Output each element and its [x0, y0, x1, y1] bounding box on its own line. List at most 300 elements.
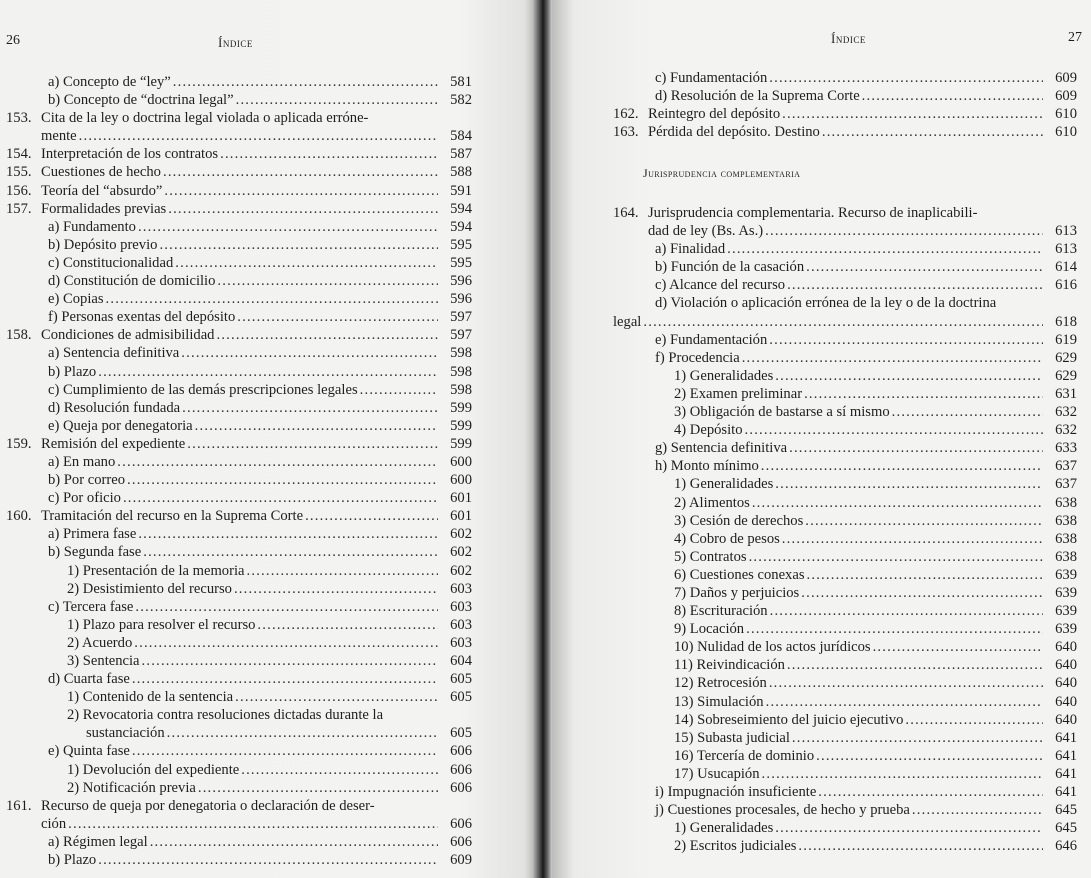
- entry-text: [655, 439, 1043, 457]
- dot-leader: [159, 236, 438, 254]
- dot-leader: [117, 453, 438, 471]
- entry-label: Tramitación del recurso en la Suprema Corte: [41, 508, 304, 525]
- toc-entry: [613, 421, 1077, 439]
- entry-label: d) Constitución de domicilio: [48, 273, 216, 290]
- toc-entry: [6, 580, 472, 598]
- entry-text: [48, 833, 438, 851]
- dot-leader: [247, 562, 439, 580]
- dot-leader: [804, 385, 1043, 403]
- toc-entry: [613, 439, 1077, 457]
- toc-entry: [6, 616, 472, 634]
- entry-label: d) Resolución de la Suprema Corte: [655, 88, 860, 105]
- toc-entry: [613, 105, 1077, 123]
- toc-entry: [6, 272, 472, 290]
- entry-label: e) Quinta fase: [48, 743, 130, 760]
- entry-number: 159.: [6, 435, 32, 452]
- dot-leader: [765, 222, 1043, 240]
- toc-entry: [613, 258, 1077, 276]
- entry-page-number: 632: [1055, 422, 1077, 439]
- entry-label: a) Régimen legal: [48, 833, 148, 850]
- entry-text: [674, 747, 1043, 765]
- toc-entry: [6, 598, 472, 616]
- dot-leader: [150, 833, 438, 851]
- entry-page-number: 645: [1055, 802, 1077, 819]
- entry-page-number: 639: [1055, 584, 1077, 601]
- dot-leader: [822, 123, 1043, 141]
- entry-page-number: 637: [1055, 476, 1077, 493]
- dot-leader: [98, 363, 438, 381]
- entry-page-number: 613: [1055, 241, 1077, 258]
- entry-text: [648, 222, 1043, 240]
- dot-leader: [643, 313, 1043, 331]
- entry-text: [655, 87, 1043, 105]
- entry-label: 12) Retrocesión: [674, 675, 767, 692]
- toc-entry: [613, 87, 1077, 105]
- entry-label: b) Segunda fase: [48, 544, 142, 561]
- dot-leader: [912, 801, 1043, 819]
- entry-text: [41, 797, 472, 815]
- entry-page-number: 602: [450, 526, 472, 543]
- toc-entry: [613, 385, 1077, 403]
- entry-number: 154.: [6, 146, 32, 163]
- entry-page-number: 597: [450, 327, 472, 344]
- entry-text: [41, 435, 438, 453]
- entry-label: b) Función de la casación: [655, 259, 805, 276]
- dot-leader: [360, 381, 438, 399]
- toc-entry: [6, 163, 472, 181]
- entry-page-number: 606: [450, 743, 472, 760]
- entry-page-number: 609: [1055, 70, 1077, 86]
- toc-entry-continuation: [613, 222, 1077, 240]
- entry-label: 16) Tercería de dominio: [674, 747, 815, 764]
- dot-leader: [801, 584, 1043, 602]
- entry-text: [674, 512, 1043, 530]
- entry-page-number: 633: [1055, 440, 1077, 457]
- entry-text: [674, 602, 1043, 620]
- entry-text: [648, 123, 1043, 141]
- entry-label: d) Violación o aplicación errónea de la ley o de la doctrina: [655, 295, 997, 312]
- entry-label: a) Primera fase: [48, 526, 137, 543]
- entry-page-number: 629: [1055, 367, 1077, 384]
- toc-entry: [613, 123, 1077, 141]
- entry-page-number: 610: [1055, 124, 1077, 141]
- entry-label: c) Fundamentación: [655, 70, 768, 86]
- entry-label: f) Procedencia: [655, 349, 740, 366]
- entry-page-number: 618: [1055, 313, 1077, 330]
- dot-leader: [816, 747, 1043, 765]
- entry-text: [674, 765, 1043, 783]
- dot-leader: [68, 815, 438, 833]
- entry-text: [674, 819, 1043, 837]
- entry-label: c) Por oficio: [48, 490, 121, 507]
- entry-label: Interpretación de los contratos: [41, 146, 219, 163]
- entry-label: b) Concepto de “doctrina legal”: [48, 92, 234, 109]
- dot-leader: [195, 417, 438, 435]
- entry-label: 15) Subasta judicial: [674, 729, 790, 746]
- dot-leader: [742, 349, 1043, 367]
- entry-text: [48, 851, 438, 869]
- toc-entry: [6, 706, 472, 724]
- entry-page-number: 588: [450, 164, 472, 181]
- entry-page-number: 603: [450, 634, 472, 651]
- entry-page-number: 638: [1055, 530, 1077, 547]
- entry-text: [48, 381, 438, 399]
- dot-leader: [782, 105, 1043, 123]
- entry-label: Remisión del expediente: [41, 435, 186, 452]
- entry-text: [674, 674, 1043, 692]
- toc-entry: [613, 602, 1077, 620]
- entry-page-number: 606: [450, 833, 472, 850]
- entry-text: [86, 724, 438, 742]
- entry-label: d) Resolución fundada: [48, 399, 181, 416]
- entry-text: [67, 634, 438, 652]
- entry-page-number: 598: [450, 381, 472, 398]
- entry-text: [48, 598, 438, 616]
- entry-label: 2) Alimentos: [674, 494, 750, 511]
- entry-page-number: 595: [450, 254, 472, 271]
- toc-entry: [6, 236, 472, 254]
- toc-entry: [6, 109, 472, 127]
- entry-label: Cita de la ley o doctrina legal violada o aplicada erróne-: [41, 110, 369, 127]
- entry-page-number: 639: [1055, 603, 1077, 620]
- toc-entry: [6, 742, 472, 760]
- dot-leader: [138, 525, 438, 543]
- dot-leader: [807, 566, 1043, 584]
- entry-label: Pérdida del depósito. Destino: [648, 124, 820, 141]
- entry-label: 7) Daños y perjuicios: [674, 584, 800, 601]
- toc-entry: [6, 634, 472, 652]
- entry-label: a) Finalidad: [655, 241, 726, 258]
- entry-page-number: 596: [450, 273, 472, 290]
- toc-entry: [6, 471, 472, 489]
- dot-leader: [135, 598, 438, 616]
- dot-leader: [752, 494, 1043, 512]
- entry-text: [674, 711, 1043, 729]
- entry-page-number: 641: [1055, 784, 1077, 800]
- dot-leader: [217, 272, 438, 290]
- toc-entry: [6, 670, 472, 688]
- entry-label: a) Sentencia definitiva: [48, 345, 180, 362]
- entry-text: [674, 367, 1043, 385]
- entry-text: [67, 761, 438, 779]
- toc-entry: [613, 729, 1077, 747]
- entry-text: [674, 421, 1043, 439]
- entry-number: 157.: [6, 200, 32, 217]
- toc-entry: [6, 688, 472, 706]
- toc-entry: [613, 512, 1077, 530]
- entry-label: c) Alcance del recurso: [655, 277, 786, 294]
- toc-entry: [613, 566, 1077, 584]
- entry-page-number: 640: [1055, 711, 1077, 728]
- toc-entry: [613, 656, 1077, 674]
- dot-leader: [862, 87, 1043, 105]
- toc-entry: [613, 403, 1077, 421]
- entry-label: b) Depósito previo: [48, 236, 158, 253]
- entry-text: [48, 742, 438, 760]
- entry-text: [674, 494, 1043, 512]
- entry-label: 1) Generalidades: [674, 820, 774, 837]
- toc-entry: [613, 674, 1077, 692]
- entry-label: b) Plazo: [48, 363, 97, 380]
- entry-text: [48, 91, 438, 109]
- entry-label: 4) Depósito: [674, 422, 743, 439]
- toc-entry: [613, 276, 1077, 294]
- toc-entry: [6, 797, 472, 815]
- entry-number: 160.: [6, 508, 32, 525]
- toc-entry: [6, 851, 472, 869]
- dot-leader: [769, 331, 1043, 349]
- dot-leader: [132, 670, 438, 688]
- toc-entry: [6, 652, 472, 670]
- entry-page-number: 582: [450, 92, 472, 109]
- entry-page-number: 605: [450, 725, 472, 742]
- entry-page-number: 619: [1055, 331, 1077, 348]
- entry-label: 4) Cobro de pesos: [674, 530, 780, 547]
- entry-text: [674, 475, 1043, 493]
- entry-page-number: 640: [1055, 639, 1077, 656]
- entry-page-number: 609: [1055, 88, 1077, 105]
- toc-entry: [6, 489, 472, 507]
- entry-text: [48, 525, 438, 543]
- table-of-contents: [6, 73, 472, 869]
- entry-page-number: 610: [1055, 106, 1077, 123]
- entry-label: legal: [613, 313, 642, 330]
- toc-entry: [613, 69, 1077, 87]
- entry-label: 11) Reivindicación: [674, 657, 785, 674]
- entry-text: [67, 652, 438, 670]
- left-page: [0, 0, 541, 878]
- running-header: Índice: [831, 31, 866, 46]
- toc-entry: [613, 367, 1077, 385]
- entry-page-number: 638: [1055, 512, 1077, 529]
- dot-leader: [216, 326, 438, 344]
- toc-entry: [6, 200, 472, 218]
- entry-page-number: 609: [450, 852, 472, 869]
- toc-entry: [6, 417, 472, 435]
- toc-entry: [6, 73, 472, 91]
- dot-leader: [769, 69, 1043, 87]
- dot-leader: [770, 602, 1043, 620]
- dot-leader: [132, 742, 438, 760]
- entry-label: a) Concepto de “ley”: [48, 74, 171, 90]
- dot-leader: [167, 724, 438, 742]
- toc-entry: [6, 254, 472, 272]
- entry-text: [674, 584, 1043, 602]
- toc-entry-continuation: [6, 724, 472, 742]
- entry-page-number: 591: [450, 182, 472, 199]
- dot-leader: [187, 435, 438, 453]
- entry-page-number: 581: [450, 74, 472, 90]
- entry-page-number: 606: [450, 779, 472, 796]
- entry-label: f) Personas exentas del depósito: [48, 309, 236, 326]
- entry-label: dad de ley (Bs. As.): [648, 223, 764, 240]
- entry-page-number: 597: [450, 309, 472, 326]
- toc-entry: [6, 381, 472, 399]
- toc-entry-continuation: [613, 313, 1077, 331]
- toc-entry: [613, 204, 1077, 222]
- entry-number: 156.: [6, 182, 32, 199]
- dot-leader: [123, 489, 438, 507]
- entry-label: Teoría del “absurdo”: [41, 182, 163, 199]
- entry-label: b) Plazo: [48, 852, 97, 869]
- entry-text: [674, 530, 1043, 548]
- dot-leader: [138, 218, 438, 236]
- entry-label: i) Impugnación insuficiente: [655, 784, 817, 800]
- toc-entry: [613, 494, 1077, 512]
- entry-text: [655, 258, 1043, 276]
- dot-leader: [257, 616, 438, 634]
- dot-leader: [761, 457, 1043, 475]
- entry-label: d) Cuarta fase: [48, 671, 130, 688]
- entry-page-number: 632: [1055, 404, 1077, 421]
- entry-label: 5) Contratos: [674, 548, 747, 565]
- entry-page-number: 614: [1055, 259, 1077, 276]
- entry-page-number: 645: [1055, 820, 1077, 837]
- dot-leader: [818, 783, 1043, 801]
- entry-text: [48, 344, 438, 362]
- entry-page-number: 616: [1055, 277, 1077, 294]
- entry-text: [67, 616, 438, 634]
- toc-entry: [6, 363, 472, 381]
- entry-label: 3) Sentencia: [67, 653, 140, 669]
- entry-page-number: 603: [450, 580, 472, 597]
- entry-number: 155.: [6, 164, 32, 181]
- entry-label: mente: [41, 128, 77, 145]
- page-number: 26: [6, 33, 20, 48]
- entry-page-number: 595: [450, 236, 472, 253]
- toc-entry: [613, 638, 1077, 656]
- entry-page-number: 613: [1055, 223, 1077, 240]
- dot-leader: [173, 73, 438, 91]
- entry-text: [674, 729, 1043, 747]
- entry-text: [613, 313, 1043, 331]
- entry-label: 1) Contenido de la sentencia: [67, 689, 234, 706]
- dot-leader: [305, 507, 438, 525]
- entry-label: 1) Devolución del expediente: [67, 761, 240, 778]
- entry-page-number: 638: [1055, 494, 1077, 511]
- dot-leader: [769, 674, 1043, 692]
- dot-leader: [98, 851, 438, 869]
- toc-entry: [613, 548, 1077, 566]
- entry-number: 158.: [6, 327, 32, 344]
- entry-page-number: 603: [450, 616, 472, 633]
- entry-label: 3) Cesión de derechos: [674, 512, 804, 529]
- toc-entry: [6, 507, 472, 525]
- toc-entry: [6, 435, 472, 453]
- entry-label: e) Queja por denegatoria: [48, 417, 193, 434]
- entry-page-number: 598: [450, 363, 472, 380]
- entry-text: [674, 566, 1043, 584]
- entry-page-number: 584: [450, 128, 472, 145]
- entry-page-number: 640: [1055, 693, 1077, 710]
- dot-leader: [873, 638, 1043, 656]
- dot-leader: [775, 367, 1043, 385]
- toc-entry: [613, 693, 1077, 711]
- entry-text: [674, 837, 1043, 855]
- entry-text: [655, 349, 1043, 367]
- entry-page-number: 605: [450, 671, 472, 688]
- entry-text: [48, 363, 438, 381]
- toc-entry-continuation: [6, 815, 472, 833]
- entry-text: [41, 326, 438, 344]
- entry-page-number: 601: [450, 508, 472, 525]
- entry-text: [67, 562, 438, 580]
- entry-page-number: 598: [450, 345, 472, 362]
- entry-label: a) Fundamento: [48, 218, 136, 235]
- toc-entry: [6, 399, 472, 417]
- entry-label: 2) Escritos judiciales: [674, 838, 797, 855]
- entry-page-number: 601: [450, 490, 472, 507]
- entry-text: [655, 783, 1043, 801]
- right-page: [541, 0, 1091, 878]
- entry-page-number: 629: [1055, 349, 1077, 366]
- dot-leader: [805, 512, 1043, 530]
- entry-text: [648, 105, 1043, 123]
- entry-text: [674, 656, 1043, 674]
- entry-page-number: 639: [1055, 566, 1077, 583]
- entry-text: [41, 815, 438, 833]
- dot-leader: [127, 471, 438, 489]
- entry-label: sustanciación: [86, 725, 165, 742]
- toc-entry: [6, 562, 472, 580]
- entry-text: [648, 204, 1077, 222]
- entry-text: [655, 801, 1043, 819]
- dot-leader: [235, 688, 438, 706]
- entry-text: [48, 670, 438, 688]
- entry-text: [41, 127, 438, 145]
- entry-label: 14) Sobreseimiento del juicio ejecutivo: [674, 711, 904, 728]
- toc-entry: [6, 453, 472, 471]
- entry-label: j) Cuestiones procesales, de hecho y prueba: [655, 802, 910, 819]
- entry-text: [655, 331, 1043, 349]
- entry-text: [48, 236, 438, 254]
- entry-text: [48, 308, 438, 326]
- entry-text: [674, 403, 1043, 421]
- entry-number: 163.: [613, 124, 639, 141]
- dot-leader: [198, 779, 438, 797]
- dot-leader: [766, 693, 1043, 711]
- toc-entry: [6, 779, 472, 797]
- dot-leader: [181, 344, 438, 362]
- dot-leader: [164, 182, 438, 200]
- entry-label: 3) Obligación de bastarse a sí mismo: [674, 404, 890, 421]
- toc-entry: [6, 761, 472, 779]
- entry-page-number: 599: [450, 399, 472, 416]
- entry-label: b) Por correo: [48, 472, 125, 489]
- entry-label: 2) Acuerdo: [67, 634, 133, 651]
- page-number: 27: [1068, 30, 1082, 45]
- entry-label: Formalidades previas: [41, 200, 167, 217]
- toc-entry: [613, 457, 1077, 475]
- entry-label: Jurisprudencia complementaria. Recurso de inaplicabili-: [648, 205, 978, 221]
- entry-text: [655, 457, 1043, 475]
- dot-leader: [236, 91, 438, 109]
- entry-text: [67, 706, 472, 724]
- dot-leader: [182, 399, 438, 417]
- entry-number: 153.: [6, 110, 32, 127]
- entry-number: 164.: [613, 205, 639, 221]
- entry-page-number: 640: [1055, 657, 1077, 674]
- entry-label: 2) Desistimiento del recurso: [67, 580, 232, 597]
- dot-leader: [234, 580, 438, 598]
- dot-leader: [746, 620, 1043, 638]
- toc-entry: [613, 819, 1077, 837]
- dot-leader: [163, 163, 438, 181]
- entry-label: 17) Usucapión: [674, 765, 760, 782]
- dot-leader: [775, 475, 1043, 493]
- entry-text: [655, 240, 1043, 258]
- entry-text: [41, 200, 438, 218]
